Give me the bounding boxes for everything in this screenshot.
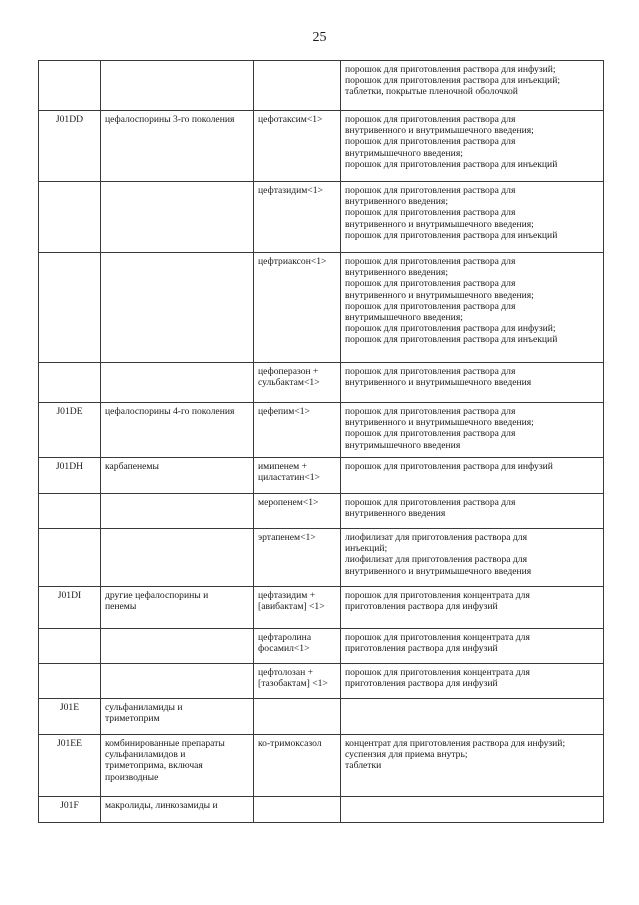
atc-code-cell [39, 253, 101, 363]
dosage-forms-cell [341, 111, 604, 182]
drug-name-line: цефтриаксон<1> [258, 256, 327, 267]
dosage-forms-cell [341, 629, 604, 664]
table-row [39, 61, 604, 111]
atc-code-cell: J01E [39, 699, 101, 735]
drug-name-cell [254, 363, 341, 403]
drug-name-cell [254, 111, 341, 182]
atc-code-cell: J01DD [39, 111, 101, 182]
drug-name-line: фосамил<1> [258, 643, 310, 655]
dosage-forms-line: порошок для приготовления раствора для [345, 256, 516, 267]
dosage-forms-cell [341, 664, 604, 699]
dosage-forms-line: порошок для приготовления концентрата для [345, 632, 530, 643]
dosage-forms-cell [341, 182, 604, 253]
drug-name-cell [254, 797, 341, 823]
dosage-forms-line: приготовления раствора для инфузий [345, 678, 498, 690]
dosage-forms-line: приготовления раствора для инфузий [345, 601, 498, 613]
drug-name-cell [254, 735, 341, 797]
drug-name-cell [254, 182, 341, 253]
dosage-forms-line: внутривенного и внутримышечного введения [345, 565, 532, 577]
atc-code-cell: J01DE [39, 403, 101, 458]
atc-group-line: цефалоспорины 3-го поколения [105, 114, 235, 125]
table-row [39, 529, 604, 587]
table-row [39, 253, 604, 363]
drug-name-line: [тазобактам] <1> [258, 678, 328, 690]
atc-group-line: производные [105, 771, 159, 783]
dosage-forms-line: внутримышечного введения; [345, 147, 463, 159]
drug-name-line: цефепим<1> [258, 406, 310, 417]
atc-group-line: триметоприма, включая [105, 760, 203, 772]
dosage-forms-cell [341, 699, 604, 735]
dosage-forms-cell [341, 61, 604, 111]
dosage-forms-line: порошок для приготовления раствора для [345, 300, 516, 312]
dosage-forms-line: суспензия для приема внутрь; [345, 749, 468, 761]
drug-name-cell [254, 699, 341, 735]
atc-code-cell: J01DH [39, 458, 101, 494]
dosage-forms-line: порошок для приготовления раствора для [345, 406, 516, 417]
table-row [39, 797, 604, 823]
drug-name-cell [254, 458, 341, 494]
dosage-forms-line: порошок для приготовления раствора для [345, 497, 516, 508]
dosage-forms-cell [341, 529, 604, 587]
dosage-forms-line: лиофилизат для приготовления раствора для [345, 554, 527, 566]
atc-group-line: триметоприм [105, 713, 160, 725]
atc-group-cell [101, 111, 254, 182]
atc-code-cell [39, 61, 101, 111]
table-row [39, 587, 604, 629]
atc-code-cell [39, 629, 101, 664]
drug-name-cell [254, 403, 341, 458]
table-row [39, 699, 604, 735]
table-row [39, 735, 604, 797]
dosage-forms-line: внутримышечного введения; [345, 312, 463, 324]
atc-group-cell [101, 363, 254, 403]
atc-group-cell [101, 253, 254, 363]
dosage-forms-cell [341, 403, 604, 458]
dosage-forms-line: порошок для приготовления раствора для [345, 136, 516, 148]
atc-group-cell [101, 664, 254, 699]
table-row [39, 494, 604, 529]
dosage-forms-line: порошок для приготовления раствора для инфузий; [345, 64, 556, 75]
atc-group-line: другие цефалоспорины и [105, 590, 209, 601]
table-row [39, 458, 604, 494]
dosage-forms-line: порошок для приготовления раствора для [345, 114, 516, 125]
dosage-forms-line: внутримышечного введения [345, 439, 461, 451]
drug-name-line: [авибактам] <1> [258, 601, 325, 613]
drug-name-cell [254, 529, 341, 587]
atc-group-line: комбинированные препараты [105, 738, 225, 749]
drug-name-line: сульбактам<1> [258, 377, 320, 389]
atc-code-cell [39, 664, 101, 699]
atc-group-cell [101, 494, 254, 529]
dosage-forms-line: порошок для приготовления раствора для [345, 428, 516, 440]
atc-group-cell [101, 529, 254, 587]
atc-group-cell [101, 699, 254, 735]
atc-code-cell [39, 363, 101, 403]
dosage-forms-line: порошок для приготовления концентрата для [345, 590, 530, 601]
dosage-forms-line: порошок для приготовления раствора для инфузий; [345, 323, 556, 335]
dosage-forms-line: лиофилизат для приготовления раствора для [345, 532, 527, 543]
dosage-forms-line: внутривенного введения; [345, 196, 449, 208]
drug-name-cell [254, 494, 341, 529]
dosage-forms-line: таблетки [345, 760, 382, 772]
drug-name-line: цефоперазон + [258, 366, 319, 377]
drug-name-line: меропенем<1> [258, 497, 319, 508]
atc-group-cell [101, 182, 254, 253]
dosage-forms-line: внутривенного и внутримышечного введения [345, 377, 532, 389]
drug-name-line: имипенем + [258, 461, 308, 472]
atc-group-cell [101, 587, 254, 629]
dosage-forms-line: порошок для приготовления раствора для [345, 366, 516, 377]
atc-group-line: цефалоспорины 4-го поколения [105, 406, 235, 417]
atc-code-cell: J01F [39, 797, 101, 823]
atc-group-line: карбапенемы [105, 461, 159, 472]
drug-name-line: ко-тримоксазол [258, 738, 322, 749]
dosage-forms-line: порошок для приготовления раствора для инфузий [345, 461, 553, 472]
drug-name-cell [254, 587, 341, 629]
atc-code-cell [39, 494, 101, 529]
atc-group-cell [101, 403, 254, 458]
dosage-forms-line: приготовления раствора для инфузий [345, 643, 498, 655]
table-row [39, 629, 604, 664]
dosage-forms-line: таблетки, покрытые пленочной оболочкой [345, 86, 518, 98]
dosage-forms-line: порошок для приготовления концентрата для [345, 667, 530, 678]
table-row [39, 111, 604, 182]
dosage-forms-cell [341, 735, 604, 797]
dosage-forms-line: порошок для приготовления раствора для инъекций [345, 334, 558, 346]
dosage-forms-line: концентрат для приготовления раствора для инфузий; [345, 738, 566, 749]
dosage-forms-cell [341, 253, 604, 363]
dosage-forms-line: внутривенного и внутримышечного введения; [345, 289, 534, 301]
drug-name-line: цефтазидим<1> [258, 185, 323, 196]
drug-name-line: эртапенем<1> [258, 532, 316, 543]
drug-name-cell [254, 629, 341, 664]
atc-group-line: пенемы [105, 601, 137, 613]
atc-group-cell [101, 61, 254, 111]
dosage-forms-line: порошок для приготовления раствора для инъекций; [345, 75, 560, 87]
dosage-forms-cell [341, 458, 604, 494]
atc-code-cell: J01EE [39, 735, 101, 797]
dosage-forms-line: внутривенного введения; [345, 267, 449, 279]
dosage-forms-cell [341, 797, 604, 823]
dosage-forms-line: порошок для приготовления раствора для [345, 207, 516, 219]
drug-name-cell [254, 253, 341, 363]
atc-group-cell [101, 797, 254, 823]
drug-name-line: цефотаксим<1> [258, 114, 323, 125]
drug-name-cell [254, 61, 341, 111]
drug-name-cell [254, 664, 341, 699]
dosage-forms-line: инъекций; [345, 543, 388, 555]
atc-group-line: сульфаниламиды и [105, 702, 183, 713]
drug-name-line: циластатин<1> [258, 472, 320, 484]
atc-group-line: макролиды, линкозамиды и [105, 800, 218, 811]
dosage-forms-line: внутривенного и внутримышечного введения; [345, 218, 534, 230]
dosage-forms-line: порошок для приготовления раствора для инъекций [345, 158, 558, 170]
dosage-forms-cell [341, 494, 604, 529]
drug-name-line: цефтазидим + [258, 590, 316, 601]
drug-registry-table [38, 60, 604, 823]
atc-code-cell [39, 529, 101, 587]
table-row [39, 664, 604, 699]
atc-code-cell [39, 182, 101, 253]
drug-name-line: цефтолозан + [258, 667, 314, 678]
table-row [39, 182, 604, 253]
dosage-forms-line: внутривенного и внутримышечного введения; [345, 417, 534, 429]
table-row [39, 403, 604, 458]
atc-group-cell [101, 458, 254, 494]
dosage-forms-line: внутривенного и внутримышечного введения; [345, 125, 534, 137]
dosage-forms-cell [341, 587, 604, 629]
atc-group-line: сульфаниламидов и [105, 749, 186, 761]
atc-group-cell [101, 629, 254, 664]
dosage-forms-line: порошок для приготовления раствора для [345, 185, 516, 196]
dosage-forms-line: порошок для приготовления раствора для инъекций [345, 229, 558, 241]
table-row [39, 363, 604, 403]
atc-code-cell: J01DI [39, 587, 101, 629]
dosage-forms-line: внутривенного введения [345, 508, 446, 520]
atc-group-cell [101, 735, 254, 797]
dosage-forms-cell [341, 363, 604, 403]
drug-name-line: цефтаролина [258, 632, 312, 643]
dosage-forms-line: порошок для приготовления раствора для [345, 278, 516, 290]
page-number: 25 [312, 30, 327, 45]
